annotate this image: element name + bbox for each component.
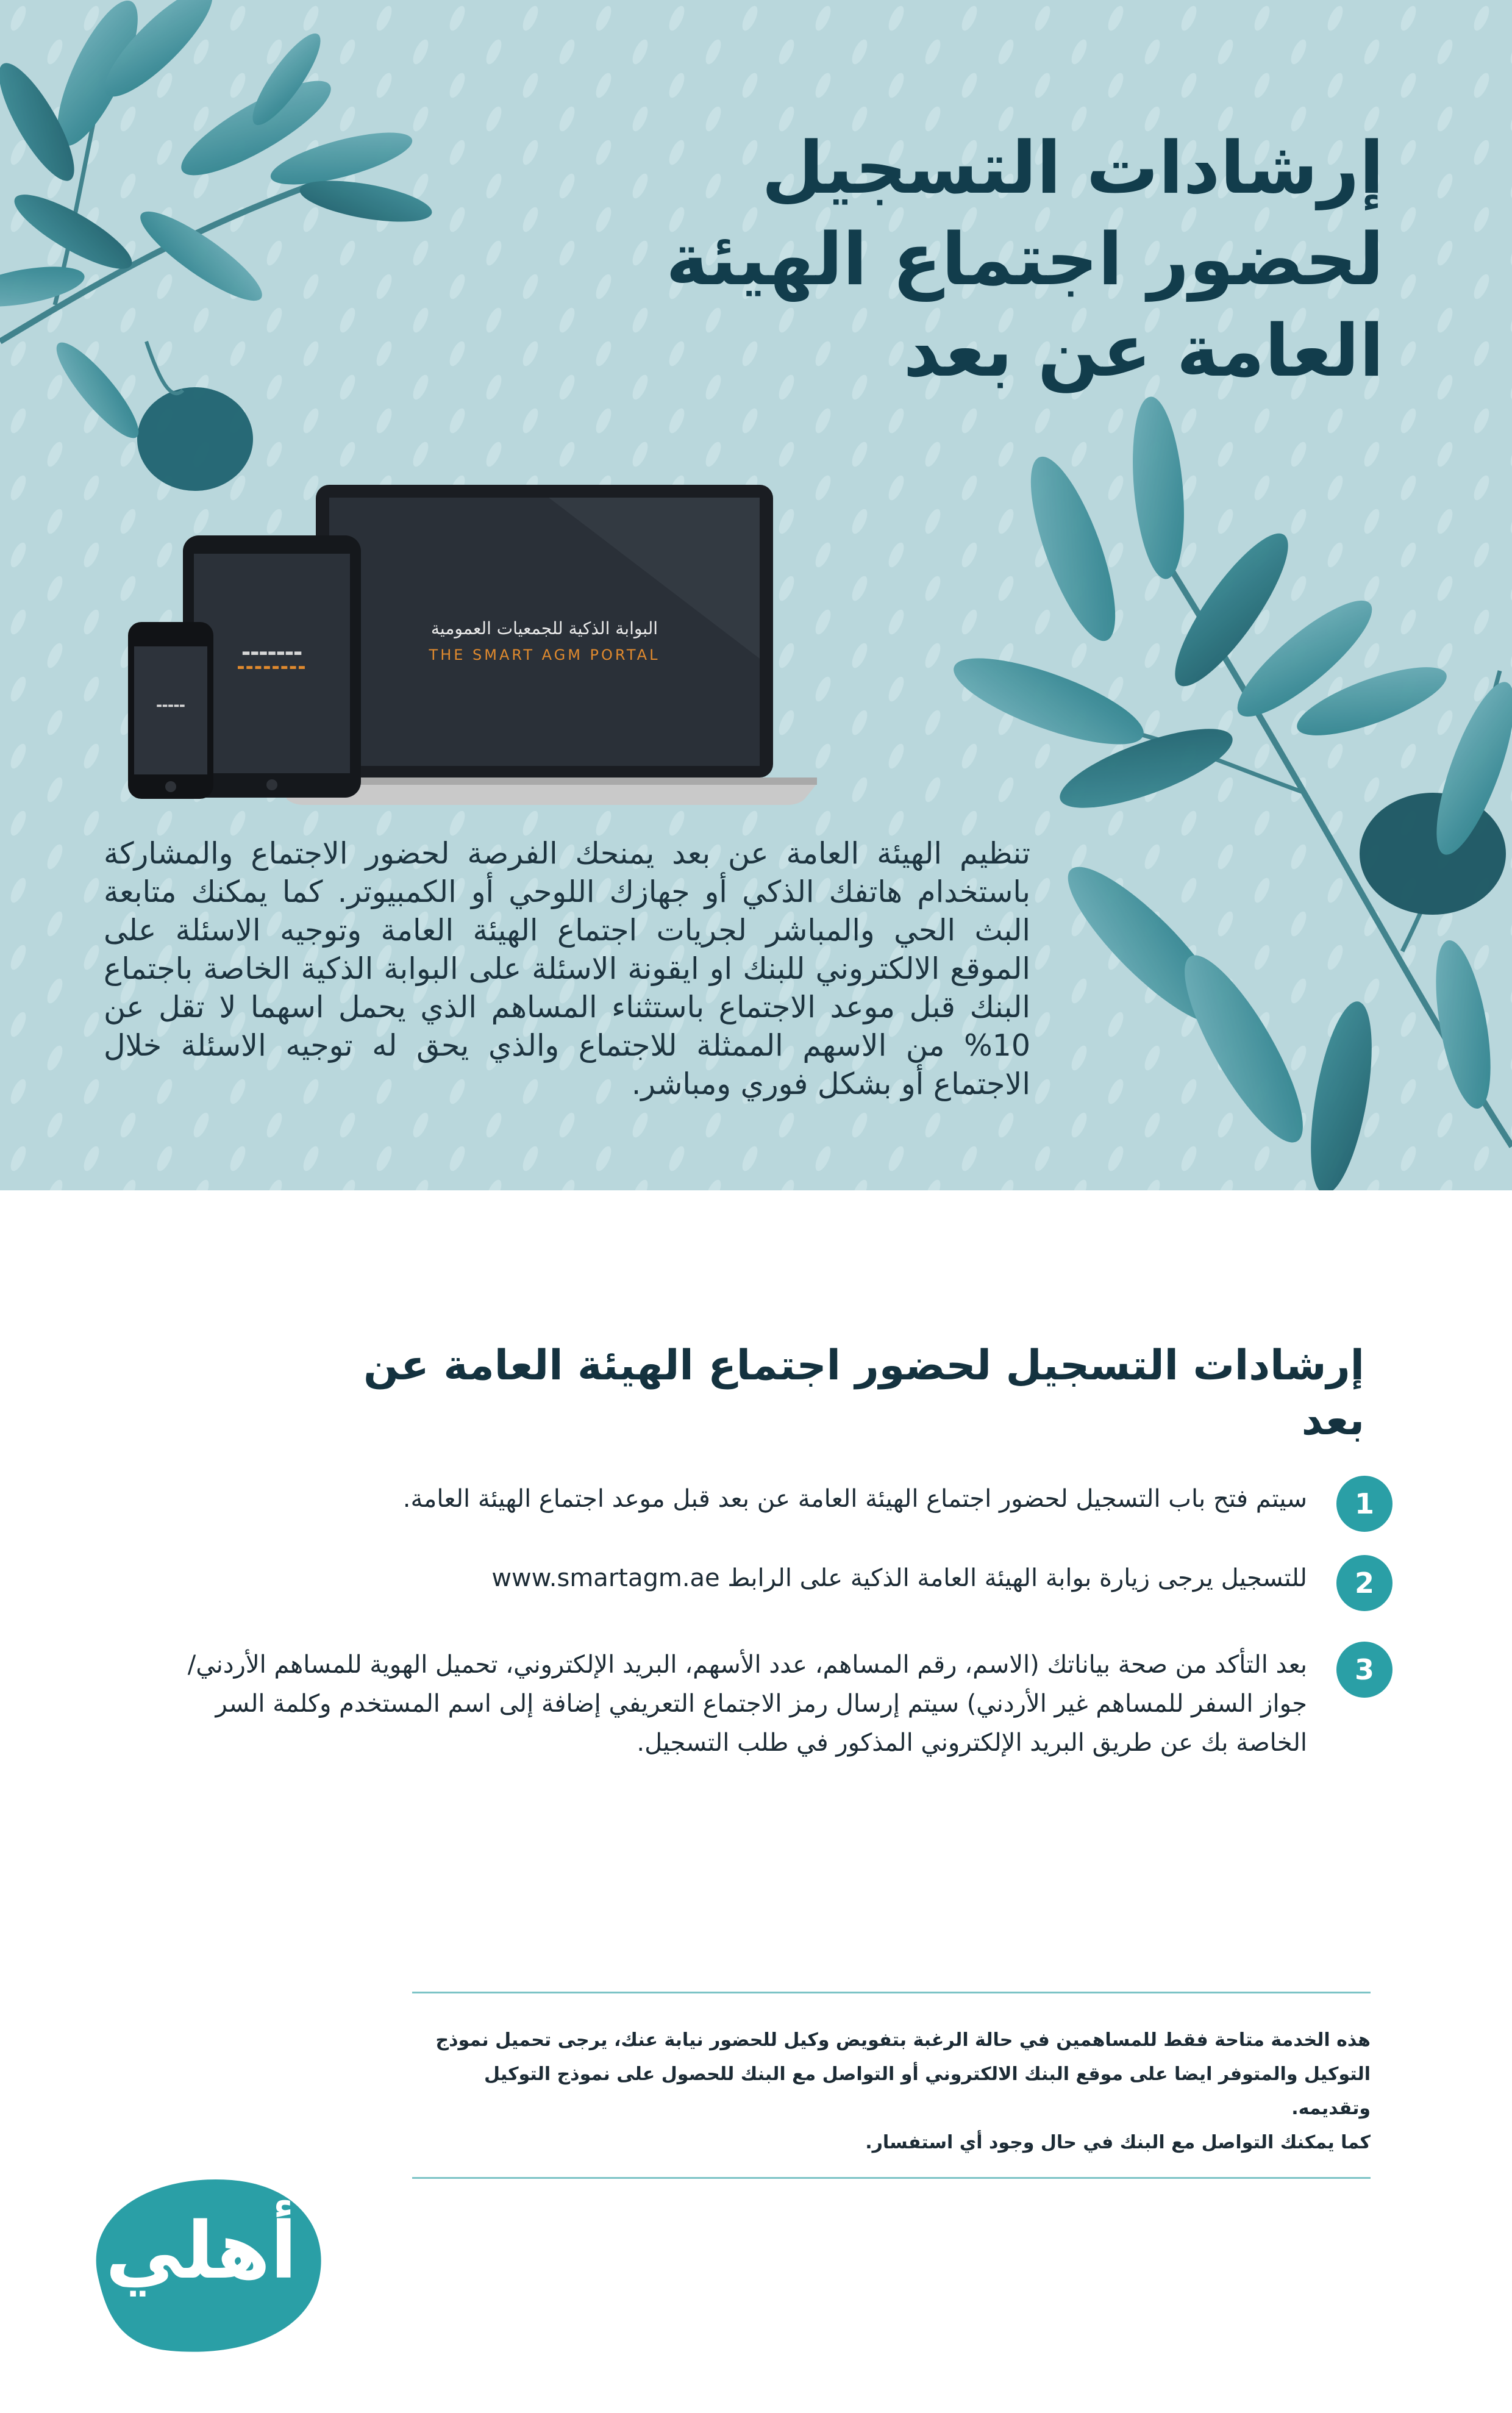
step-number-badge: 2: [1336, 1555, 1393, 1611]
step-text: للتسجيل يرجى زيارة بوابة الهيئة العامة الذكية على الرابط www.smartagm.ae: [491, 1564, 1307, 1592]
svg-text:▬▬▬▬▬: ▬▬▬▬▬: [156, 702, 185, 709]
step-number-badge: 3: [1336, 1642, 1393, 1698]
svg-text:▬▬▬▬▬▬▬▬: ▬▬▬▬▬▬▬▬: [237, 663, 307, 672]
step-text: سيتم فتح باب التسجيل لحضور اجتماع الهيئة العامة عن بعد قبل موعد اجتماع الهيئة العامة.: [402, 1485, 1307, 1513]
step-item: [173, 1642, 1393, 1762]
hero-title-line: لحضور اجتماع الهيئة: [666, 217, 1384, 301]
svg-text:▬▬▬▬▬▬▬: ▬▬▬▬▬▬▬: [241, 647, 302, 658]
note-line: التوكيل والمتوفر ايضا على موقع البنك الالكتروني أو التواصل مع البنك للحصول على نموذج التوكيل وتقديمه.: [484, 2064, 1371, 2119]
laptop-icon: [287, 485, 817, 805]
hero-title-line: إرشادات التسجيل: [761, 126, 1384, 210]
devices-illustration: [122, 476, 841, 817]
phone-icon: [128, 622, 213, 799]
step-number-badge: 1: [1336, 1476, 1393, 1532]
hero-title: [591, 122, 1384, 396]
logo-text: أهلي: [105, 2206, 298, 2297]
device-screen-arabic: البوابة الذكية للجمعيات العمومية: [430, 618, 658, 638]
step-item: [173, 1476, 1393, 1532]
proxy-note: [412, 2023, 1371, 2160]
device-screen-english: THE SMART AGM PORTAL: [429, 646, 660, 663]
hero-paragraph: تنظيم الهيئة العامة عن بعد يمنحك الفرصة لحضور الاجتماع والمشاركة باستخدام هاتفك الذكي أو جهازك اللوحي أو الكمبيوتر. كما يمكنك متابعة البث الحي والمباشر لجريات اجتماع الهيئة العامة وتوجيه الاسئلة على الموقع الالكتروني للبنك او ايقونة الاسئلة على البوابة الذكية الخاصة باجتماع البنك قبل موعد الاجتماع باستثناء المساهم الذي يحمل اسهما لا تقل عن 10% من الاسهم الممثلة للاجتماع والذي يحق له توجيه الاسئلة خلال الاجتماع أو بشكل فوري ومباشر.: [104, 836, 1030, 1101]
step-text: بعد التأكد من صحة بياناتك (الاسم، رقم المساهم، عدد الأسهم، البريد الإلكتروني، تحميل الهوية للمساهم الأردني/ جواز السفر للمساهم غير الأردني) سيتم إرسال رمز الاجتماع التعريفي إضافة إلى اسم المستخدم وكلمة السر الخاصة بك عن طريق البريد الإلكتروني المذكور في طلب التسجيل.: [187, 1651, 1307, 1757]
note-line: كما يمكنك التواصل مع البنك في حال وجود أي استفسار.: [865, 2132, 1371, 2153]
hero-section: [0, 0, 1512, 1190]
divider-top: [412, 1992, 1371, 1993]
steps-title: إرشادات التسجيل لحضور اجتماع الهيئة العامة عن بعد: [363, 1342, 1364, 1445]
divider-bottom: [412, 2177, 1371, 2179]
hero-title-line: العامة عن بعد: [903, 309, 1384, 393]
step-item: [173, 1555, 1393, 1611]
note-line: هذه الخدمة متاحة فقط للمساهمين في حالة الرغبة بتفويض وكيل للحضور نيابة عنك، يرجى تحميل نموذج: [435, 2029, 1371, 2051]
